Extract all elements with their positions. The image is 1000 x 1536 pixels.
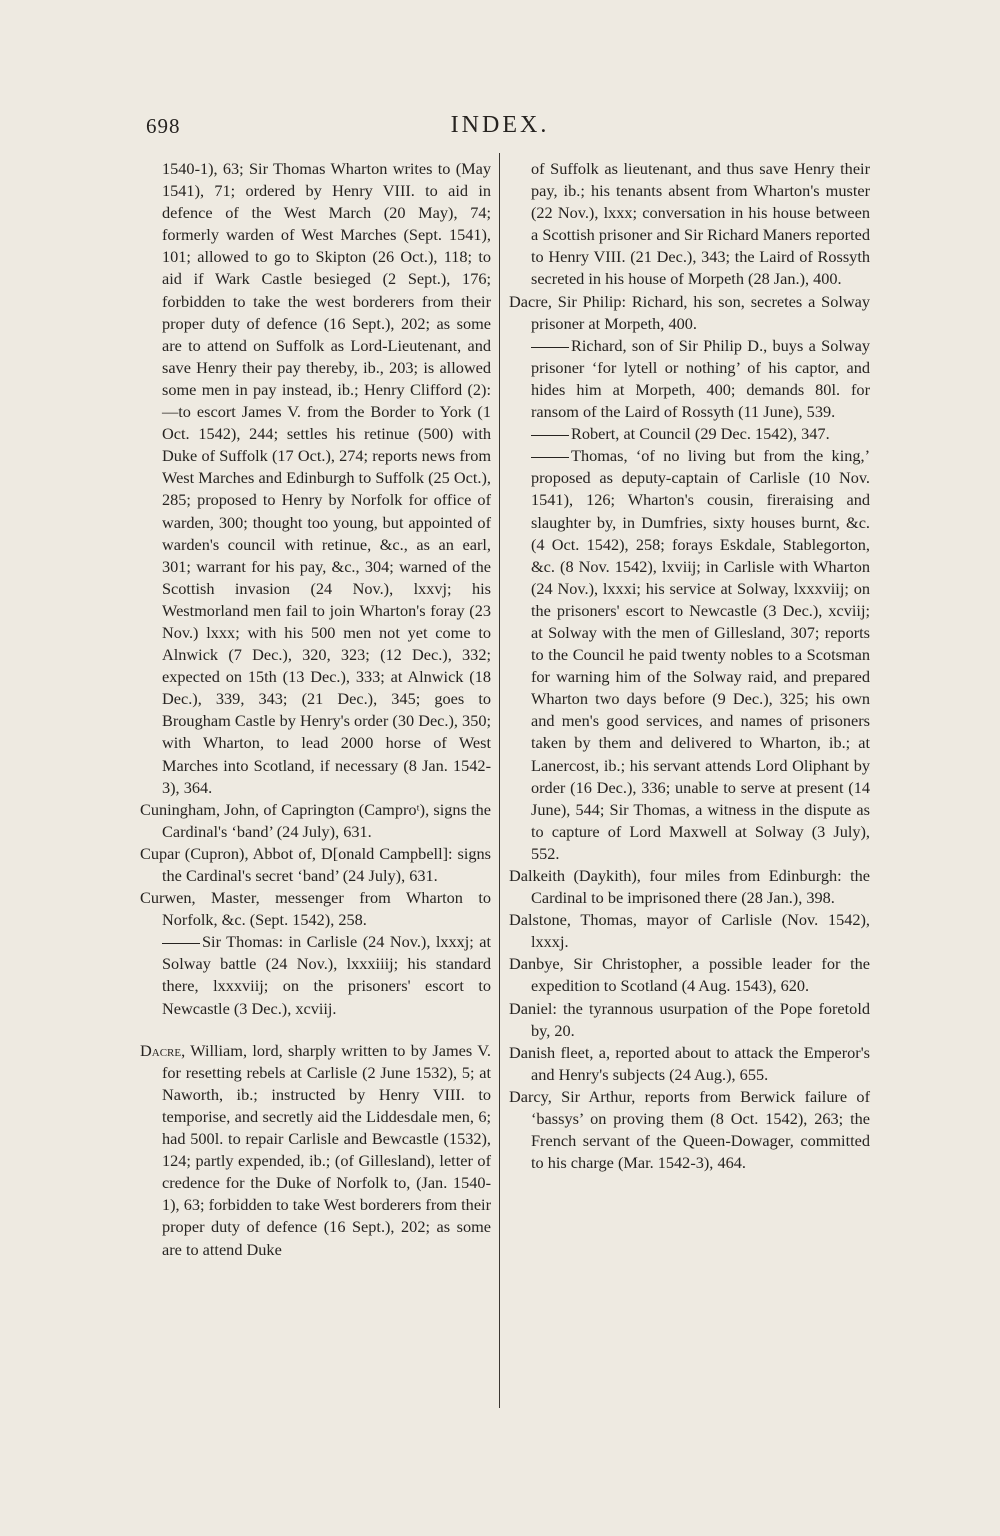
index-entry: Curwen, Master, messenger from Wharton to Norfolk, &c. (Sept. 1542), 258. bbox=[140, 888, 491, 930]
index-entry: Cupar (Cupron), Abbot of, D[onald Campbell]: signs the Cardinal's secret ‘band’ (24 July), 631. bbox=[140, 843, 491, 885]
subentry-text: Richard, son of Sir Philip D., buys a Solway prisoner ‘for lytell or nothing’ of his captor, and hides him at Morpeth, 400; demands 80l. for ransom of the Laird of Rossyth (11 June), 539. bbox=[531, 335, 870, 422]
index-subentry bbox=[509, 335, 870, 423]
ditto-dash bbox=[531, 435, 569, 436]
page-number: 698 bbox=[146, 114, 181, 138]
index-subentry bbox=[140, 931, 491, 1019]
index-entry: Daniel: the tyrannous usurpation of the Pope foretold by, 20. bbox=[509, 998, 870, 1040]
ditto-dash bbox=[531, 457, 569, 458]
subentry-text: Robert, at Council (29 Dec. 1542), 347. bbox=[571, 424, 830, 444]
index-entry: Danbye, Sir Christopher, a possible leader for the expedition to Scotland (4 Aug. 1543), 620. bbox=[509, 954, 870, 996]
index-entry: Dacre, Sir Philip: Richard, his son, secretes a Solway prisoner at Morpeth, 400. bbox=[509, 291, 870, 333]
ditto-dash bbox=[531, 347, 569, 348]
index-entry: Darcy, Sir Arthur, reports from Berwick failure of ‘bassys’ on proving them (8 Oct. 1542), 263; the French servant of the Queen-Dowager, committed to his charge (Mar. 1542-3), 464. bbox=[509, 1086, 870, 1173]
left-column bbox=[140, 158, 491, 1261]
index-entry: of Suffolk as lieutenant, and thus save Henry their pay, ib.; his tenants absent from Wharton's muster (22 Nov.), lxxx; conversation in his house between a Scottish prisoner and Sir Richard Maners reported to Henry VIII. (21 Dec.), 343; the Laird of Rossyth secreted in his house of Morpeth (28 Jan.), 400. bbox=[531, 159, 870, 289]
index-entry: Dalstone, Thomas, mayor of Carlisle (Nov. 1542), lxxxj. bbox=[509, 910, 870, 952]
index-subentry bbox=[509, 445, 870, 865]
index-entry bbox=[140, 1040, 491, 1261]
index-entry: Dalkeith (Daykith), four miles from Edinburgh: the Cardinal to be imprisoned there (28 Jan.), 398. bbox=[509, 866, 870, 908]
entry-lead: Dacre bbox=[140, 1040, 182, 1060]
ditto-dash bbox=[162, 943, 200, 944]
subentry-text: Sir Thomas: in Carlisle (24 Nov.), lxxxj; at Solway battle (24 Nov.), lxxxiiij; his standard there, lxxxviij; on the prisoners' escort to Newcastle (3 Dec.), xcviij. bbox=[162, 932, 491, 1018]
page-title: INDEX. bbox=[450, 112, 550, 138]
index-entry: Cuningham, John, of Caprington (Camproᵗ), signs the Cardinal's ‘band’ (24 July), 631. bbox=[140, 799, 491, 841]
entry-text: , William, lord, sharply written to by James V. for resetting rebels at Carlisle (2 June 1532), 5; at Naworth, ib.; instructed by Henry VIII. to temporise, and secretly aid the Liddesdale men, 6; had 500l. to repair Carlisle and Bewcastle (1532), 124; partly expended, ib.; (of Gillesland), letter of credence for the Duke of Norfolk to, (Jan. 1540-1), 63; forbidden to take West borderers from their proper duty of defence (16 Sept.), 202; as some are to attend Duke bbox=[162, 1040, 491, 1259]
index-entry: Danish fleet, a, reported about to attack the Emperor's and Henry's subjects (24 Aug.), 655. bbox=[509, 1042, 870, 1084]
index-subentry bbox=[509, 423, 870, 445]
column-divider bbox=[499, 153, 500, 1408]
index-entry: 1540-1), 63; Sir Thomas Wharton writes to (May 1541), 71; ordered by Henry VIII. to aid in defence of the West March (20 May), 74; formerly warden of West Marches (Sept. 1541), 101; allowed to go to Skipton (26 Oct.), 118; to aid if Wark Castle besieged (2 Sept.), 176; forbidden to take the west borderers from their proper duty of defence (16 Sept.), 202; as some are to attend on Suffolk as Lord-Lieutenant, and save Henry their pay thereby, ib., 203; is allowed some men in pay instead, ib.; Henry Clifford (2):—to escort James V. from the Border to York (1 Oct. 1542), 244; settles his retinue (500) with Duke of Suffolk (17 Oct.), 274; reports news from West Marches and Edinburgh to Suffolk (25 Oct.), 285; proposed to Henry by Norfolk for office of warden, 300; thought too young, but appointed of warden's council with retinue, &c., as an earl, 301; warrant for his pay, &c., 304; warned of the Scottish invasion (24 Nov.), lxxvj; his Westmorland men fail to join Wharton's foray (23 Nov.) lxxx; with his 500 men not yet come to Alnwick (7 Dec.), 320, 323; (12 Dec.), 332; expected on 15th (13 Dec.), 333; at Alnwick (18 Dec.), 339, 343; (21 Dec.), 345; goes to Brougham Castle by Henry's order (30 Dec.), 350; with Wharton, to lead 2000 horse of West Marches into Scotland, if necessary (8 Jan. 1542-3), 364. bbox=[162, 159, 491, 797]
subentry-text: Thomas, ‘of no living but from the king,’ proposed as deputy-captain of Carlisle (10 Nov. 1541), 126; Wharton's cousin, fireraising and slaughter by, in Dumfries, sixty houses burnt, &c. (4 Oct. 1542), 258; forays Eskdale, Stablegorton, &c. (8 Nov. 1542), lxviij; in Carlisle with Wharton (24 Nov.), lxxxi; his service at Solway, lxxxviij; on the prisoners' escort to Newcastle (3 Dec.), xcviij; at Solway with the men of Gillesland, 307; reports to the Council he paid twenty nobles to a Scotsman for warning him of the Solway raid, and prepared Wharton two days before (9 Dec.), 325; his own and men's good services, and names of prisoners taken by them and delivered to Wharton, ib.; at Lanercost, ib.; his servant attends Lord Oliphant by order (16 Dec.), 336; unable to serve at present (14 June), 544; Sir Thomas, a witness in the dispute as to capture of Lord Maxwell at Solway (3 July), 552. bbox=[531, 446, 870, 863]
right-column bbox=[509, 158, 870, 1174]
